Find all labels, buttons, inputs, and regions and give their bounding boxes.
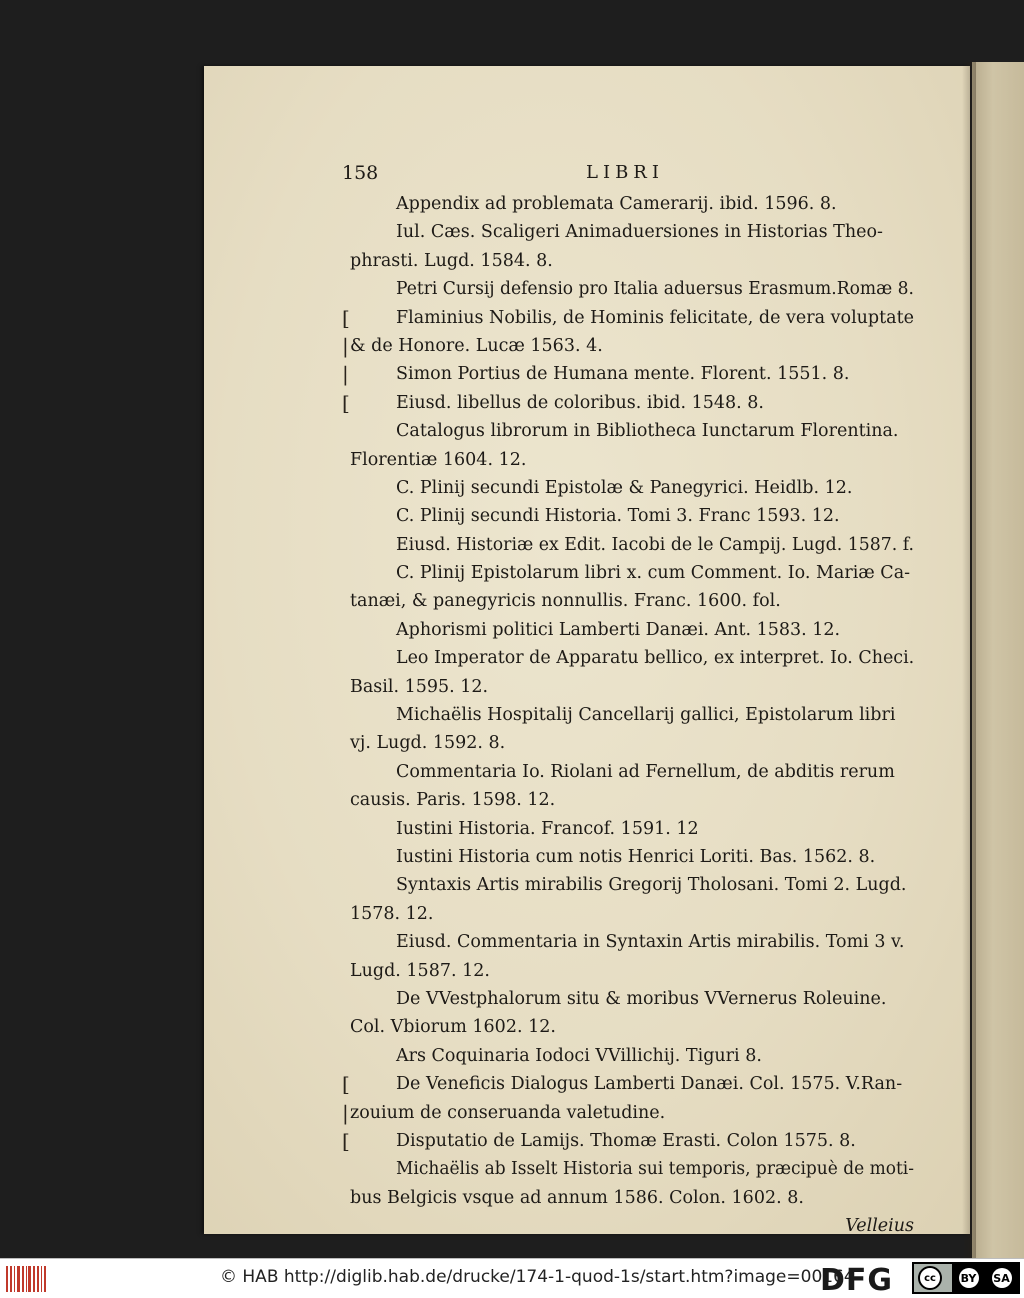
entry-text: Eiusd. Commentaria in Syntaxin Artis mirabilis. Tomi 3 v.: [396, 932, 905, 953]
entry-text: De Veneficis Dialogus Lamberti Danæi. Col. 1575. V.Ran-: [396, 1074, 903, 1095]
running-title: LIBRI: [586, 162, 664, 183]
entry-text: Simon Portius de Humana mente. Florent. 1551. 8.: [396, 364, 850, 385]
entry-text: Syntaxis Artis mirabilis Gregorij Tholosani. Tomi 2. Lugd.: [396, 875, 907, 896]
entry-line: [342, 559, 914, 587]
entry-line: [342, 502, 914, 530]
entry-line: [342, 190, 914, 218]
entry-text: Leo Imperator de Apparatu bellico, ex interpret. Io. Checi.: [396, 648, 915, 669]
by-icon: BY: [959, 1268, 979, 1288]
entry-text: bus Belgicis vsque ad annum 1586. Colon. 1602. 8.: [350, 1187, 804, 1208]
entry-text: tanæi, & panegyricis nonnullis. Franc. 1600. fol.: [350, 591, 781, 612]
entry-text: causis. Paris. 1598. 12.: [350, 790, 556, 811]
entry-line: [342, 957, 914, 985]
entry-text: & de Honore. Lucæ 1563. 4.: [350, 335, 603, 356]
gutter-shadow: [962, 62, 976, 1258]
entry-text: C. Plinij Epistolarum libri x. cum Comment. Io. Mariæ Ca-: [396, 563, 911, 584]
margin-bracket: [: [342, 1072, 350, 1097]
entry-line: [342, 1127, 914, 1155]
entry-line: [342, 1099, 914, 1127]
entry-line: [342, 1013, 914, 1041]
entry-text: Ars Coquinaria Iodoci VVillichij. Tiguri 8.: [396, 1045, 762, 1066]
entry-line: [342, 389, 914, 417]
entry-line: [342, 417, 914, 445]
entry-text: C. Plinij secundi Epistolæ & Panegyrici. Heidlb. 12.: [396, 477, 853, 498]
entry-line: [342, 900, 914, 928]
dfg-logo: DFG: [820, 1263, 894, 1298]
entry-text: Aphorismi politici Lamberti Danæi. Ant. 1583. 12.: [396, 619, 841, 640]
entry-text: Iustini Historia. Francof. 1591. 12: [396, 818, 699, 839]
entry-line: [342, 729, 914, 757]
entry-text: Iul. Cæs. Scaligeri Animaduersiones in Historias Theo-: [396, 222, 883, 243]
bibliography-list: [342, 190, 914, 1212]
entry-text: De VVestphalorum situ & moribus VVernerus Roleuine.: [396, 988, 887, 1009]
entry-text: 1578. 12.: [350, 903, 434, 924]
margin-bracket: |: [342, 1100, 349, 1125]
entry-line: [342, 531, 914, 559]
entry-text: Disputatio de Lamijs. Thomæ Erasti. Colon 1575. 8.: [396, 1130, 856, 1151]
footer-bar: [0, 1258, 1024, 1298]
source-link[interactable]: © HAB http://diglib.hab.de/drucke/174-1-quod-1s/start.htm?image=00164: [220, 1267, 855, 1287]
entry-line: [342, 360, 914, 388]
cc-license-badge[interactable]: [912, 1262, 1020, 1294]
entry-line: [342, 644, 914, 672]
entry-line: [342, 247, 914, 275]
entry-text: zouium de conseruanda valetudine.: [350, 1102, 666, 1123]
entry-line: [342, 1155, 914, 1183]
facing-page-edge: [972, 62, 1024, 1258]
sa-icon: SA: [992, 1268, 1012, 1288]
entry-text: Appendix ad problemata Camerarij. ibid. 1596. 8.: [396, 194, 837, 214]
entry-text: Eiusd. libellus de coloribus. ibid. 1548. 8.: [396, 392, 764, 413]
entry-line: [342, 616, 914, 644]
entry-text: Florentiæ 1604. 12.: [350, 449, 527, 470]
page-header: [342, 162, 914, 190]
margin-bracket: [: [342, 1128, 350, 1153]
entry-text: Col. Vbiorum 1602. 12.: [350, 1017, 556, 1038]
entry-text: Flaminius Nobilis, de Hominis felicitate, de vera voluptate: [396, 307, 914, 328]
entry-text: Eiusd. Historiæ ex Edit. Iacobi de le Campij. Lugd. 1587. f.: [396, 534, 915, 555]
entry-text: Catalogus librorum in Bibliotheca Iunctarum Florentina.: [396, 421, 899, 442]
entry-line: [342, 587, 914, 615]
entry-text: Petri Cursij defensio pro Italia aduersus Erasmum.Romæ 8.: [396, 279, 914, 300]
entry-line: [342, 218, 914, 246]
entry-line: [342, 1042, 914, 1070]
entry-line: [342, 332, 914, 360]
entry-line: [342, 871, 914, 899]
margin-bracket: [: [342, 390, 350, 415]
entry-text: Michaëlis ab Isselt Historia sui temporis, præcipuè de moti-: [396, 1159, 914, 1180]
entry-text: Lugd. 1587. 12.: [350, 960, 490, 981]
entry-line: [342, 673, 914, 701]
entry-text: C. Plinij secundi Historia. Tomi 3. Franc 1593. 12.: [396, 506, 840, 527]
entry-text: Basil. 1595. 12.: [350, 676, 489, 697]
entry-text: phrasti. Lugd. 1584. 8.: [350, 250, 553, 271]
entry-text: Michaëlis Hospitalij Cancellarij gallici, Epistolarum libri: [396, 705, 896, 726]
margin-bracket: |: [342, 333, 349, 358]
entry-text: vj. Lugd. 1592. 8.: [350, 733, 506, 754]
entry-line: [342, 474, 914, 502]
entry-line: [342, 815, 914, 843]
entry-text: Iustini Historia cum notis Henrici Loriti. Bas. 1562. 8.: [396, 846, 876, 867]
catchword: Velleius: [845, 1216, 914, 1237]
margin-bracket: [: [342, 305, 350, 330]
entry-line: [342, 701, 914, 729]
cc-icon: cc: [918, 1266, 942, 1290]
entry-line: [342, 758, 914, 786]
page-number: 158: [342, 162, 379, 184]
entry-line: [342, 985, 914, 1013]
entry-line: [342, 275, 914, 303]
barcode-icon: [6, 1266, 46, 1292]
margin-bracket: |: [342, 362, 349, 387]
entry-line: [342, 1184, 914, 1212]
page-text-block: [342, 162, 914, 1240]
entry-line: [342, 928, 914, 956]
entry-line: [342, 304, 914, 332]
book-page: [204, 66, 970, 1237]
catchword-row: [342, 1212, 914, 1240]
entry-line: [342, 843, 914, 871]
cc-attributes: [952, 1264, 1018, 1292]
entry-line: [342, 446, 914, 474]
entry-text: Commentaria Io. Riolani ad Fernellum, de abditis rerum: [396, 761, 895, 782]
entry-line: [342, 1070, 914, 1098]
entry-line: [342, 786, 914, 814]
